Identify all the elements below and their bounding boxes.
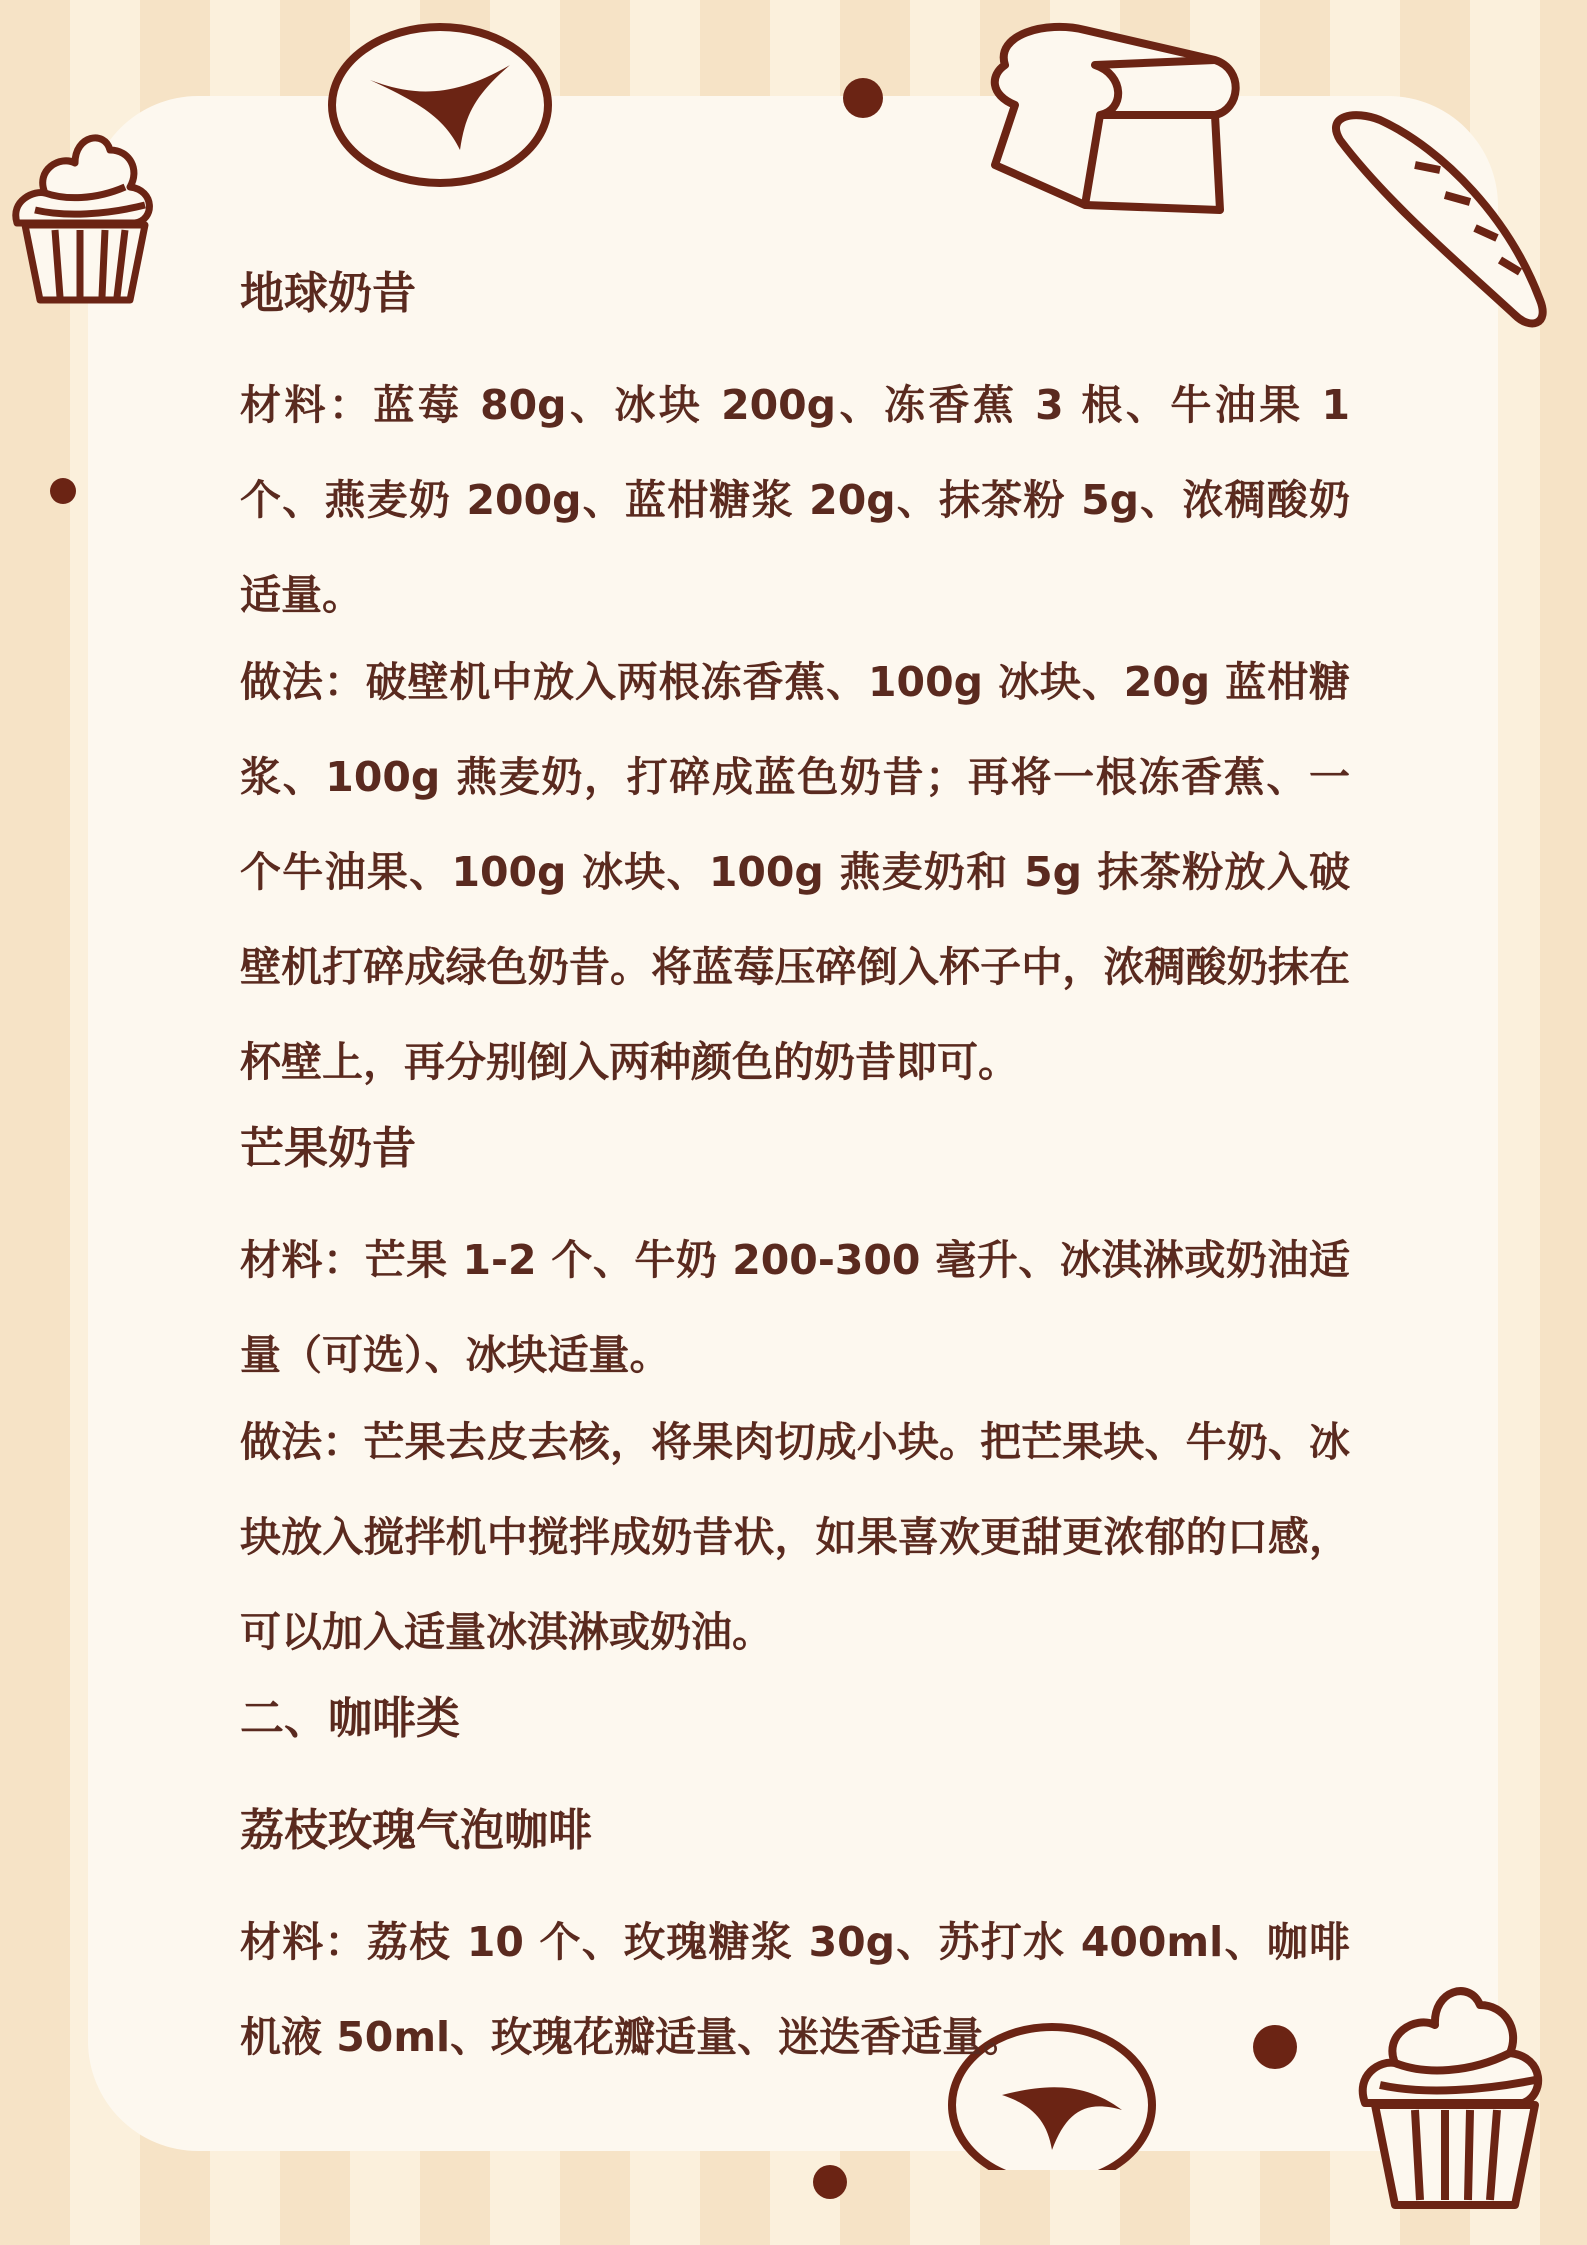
paragraph: 材料：蓝莓 80g、冰块 200g、冻香蕉 3 根、牛油果 1 个、燕麦奶 200g、蓝柑糖浆 20g、抹茶粉 5g、浓稠酸奶适量。 (240, 381, 1350, 620)
paragraph: 做法：破壁机中放入两根冻香蕉、100g 冰块、20g 蓝柑糖浆、100g 燕麦奶，打碎成蓝色奶昔；再将一根冻香蕉、一个牛油果、100g 冰块、100g 燕麦奶和 5g 抹茶粉放入破壁机打碎成绿色奶昔。将蓝莓压碎倒入杯子中，浓稠酸奶抹在杯壁上，再分别倒入两种颜色的奶昔即可。 (240, 658, 1350, 1087)
paragraph: 材料：芒果 1-2 个、牛奶 200-300 毫升、冰淇淋或奶油适量（可选）、冰块适量。 (240, 1236, 1350, 1380)
baguette-icon (1325, 110, 1555, 335)
document-body (240, 265, 1350, 2095)
dot-icon (843, 78, 883, 118)
paragraph: 做法：芒果去皮去核，将果肉切成小块。把芒果块、牛奶、冰块放入搅拌机中搅拌成奶昔状，如果喜欢更甜更浓郁的口感，可以加入适量冰淇淋或奶油。 (240, 1418, 1350, 1657)
bun-icon (325, 20, 555, 190)
cupcake-icon (1355, 1955, 1555, 2210)
bread-loaf-icon (975, 15, 1255, 220)
dot-icon (813, 2165, 847, 2199)
section-heading: 芒果奶昔 (240, 1123, 416, 1175)
section-heading: 荔枝玫瑰气泡咖啡 (240, 1804, 592, 1856)
cupcake-icon (5, 105, 165, 305)
paragraph: 材料：荔枝 10 个、玫瑰糖浆 30g、苏打水 400ml、咖啡机液 50ml、玫瑰花瓣适量、迷迭香适量。 (240, 1917, 1350, 2061)
section-heading: 地球奶昔 (240, 268, 416, 319)
section-heading: 二、咖啡类 (240, 1693, 460, 1745)
dot-icon (50, 478, 76, 504)
